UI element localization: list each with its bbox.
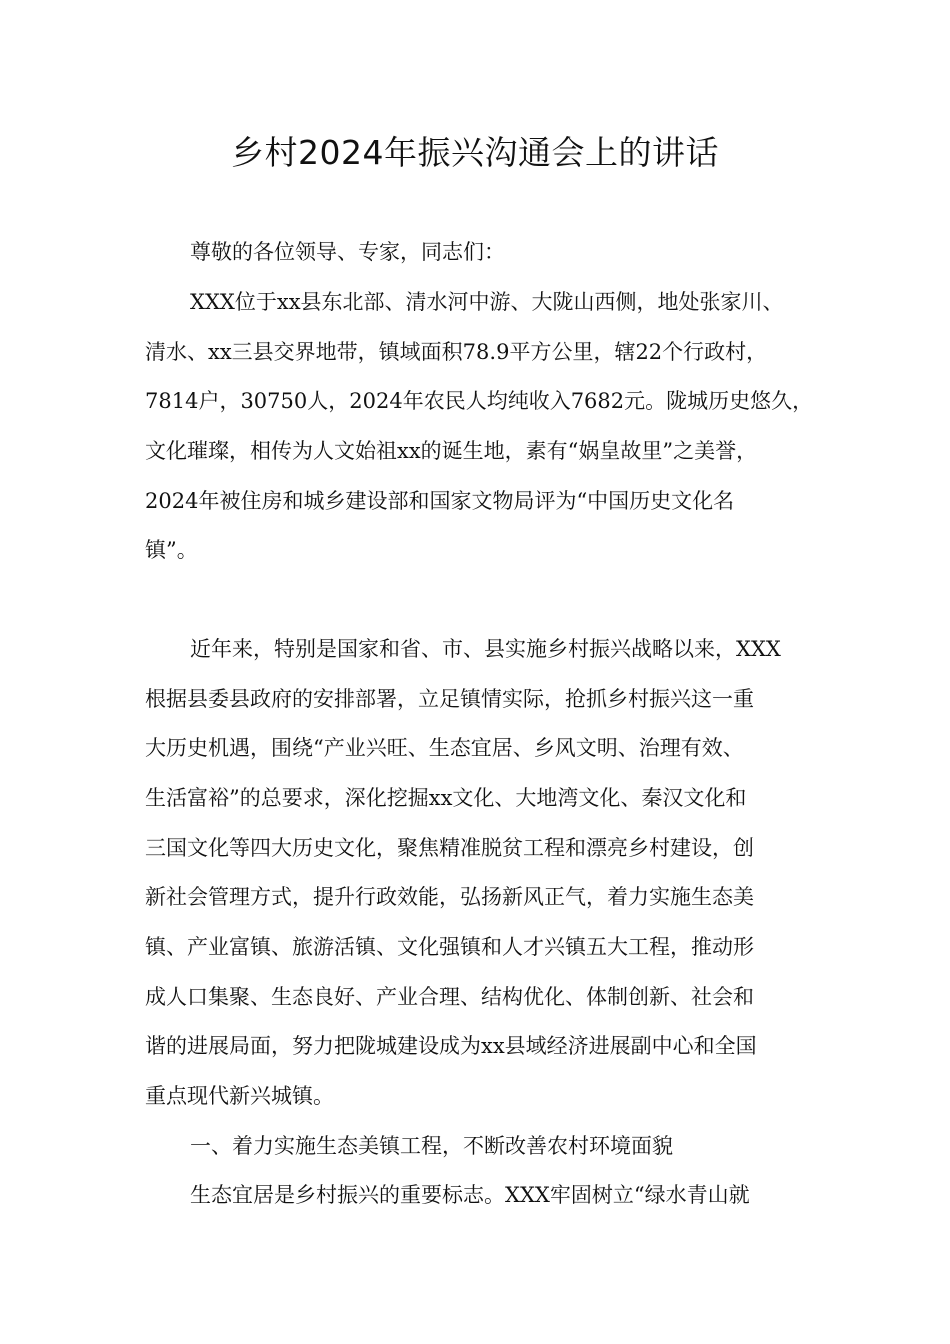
paragraph-2-line-9: 谐的进展局面，努力把陇城建设成为xx县域经济进展副中心和全国 xyxy=(145,1034,757,1058)
salutation-line: 尊敬的各位领导、专家，同志们： xyxy=(190,240,505,264)
paragraph-2-line-4: 生活富裕”的总要求，深化挖掘xx文化、大地湾文化、秦汉文化和 xyxy=(145,786,747,810)
paragraph-2-line-10: 重点现代新兴城镇。 xyxy=(145,1084,334,1108)
document-title: 乡村2024年振兴沟通会上的讲话 xyxy=(231,133,719,172)
paragraph-2-line-3: 大历史机遇，围绕“产业兴旺、生态宜居、乡风文明、治理有效、 xyxy=(145,736,744,760)
paragraph-1-line-2: 清水、xx三县交界地带，镇域面积78.9平方公里，辖22个行政村， xyxy=(145,340,768,364)
paragraph-2-line-2: 根据县委县政府的安排部署，立足镇情实际，抢抓乡村振兴这一重 xyxy=(145,687,754,711)
paragraph-1-line-4: 文化璀璨，相传为人文始祖xx的诞生地，素有“娲皇故里”之美誉， xyxy=(145,439,758,463)
paragraph-2-line-5: 三国文化等四大历史文化，聚焦精准脱贫工程和漂亮乡村建设，创 xyxy=(145,836,754,860)
paragraph-3-line-1: 生态宜居是乡村振兴的重要标志。XXX牢固树立“绿水青山就 xyxy=(190,1183,750,1207)
paragraph-1-line-1: XXX位于xx县东北部、清水河中游、大陇山西侧，地处张家川、 xyxy=(190,290,784,314)
paragraph-1-line-5: 2024年被住房和城乡建设部和国家文物局评为“中国历史文化名 xyxy=(145,489,735,513)
section-heading-1: 一、着力实施生态美镇工程，不断改善农村环境面貌 xyxy=(190,1134,673,1158)
paragraph-1-line-3: 7814户，30750人，2024年农民人均纯收入7682元。陇城历史悠久， xyxy=(145,389,814,413)
paragraph-2-line-8: 成人口集聚、生态良好、产业合理、结构优化、体制创新、社会和 xyxy=(145,985,754,1009)
paragraph-2-line-7: 镇、产业富镇、旅游活镇、文化强镇和人才兴镇五大工程，推动形 xyxy=(145,935,754,959)
paragraph-2-line-1: 近年来，特别是国家和省、市、县实施乡村振兴战略以来，XXX xyxy=(190,637,781,661)
paragraph-2-line-6: 新社会管理方式，提升行政效能，弘扬新风正气，着力实施生态美 xyxy=(145,885,754,909)
paragraph-1-line-6: 镇”。 xyxy=(145,538,198,562)
